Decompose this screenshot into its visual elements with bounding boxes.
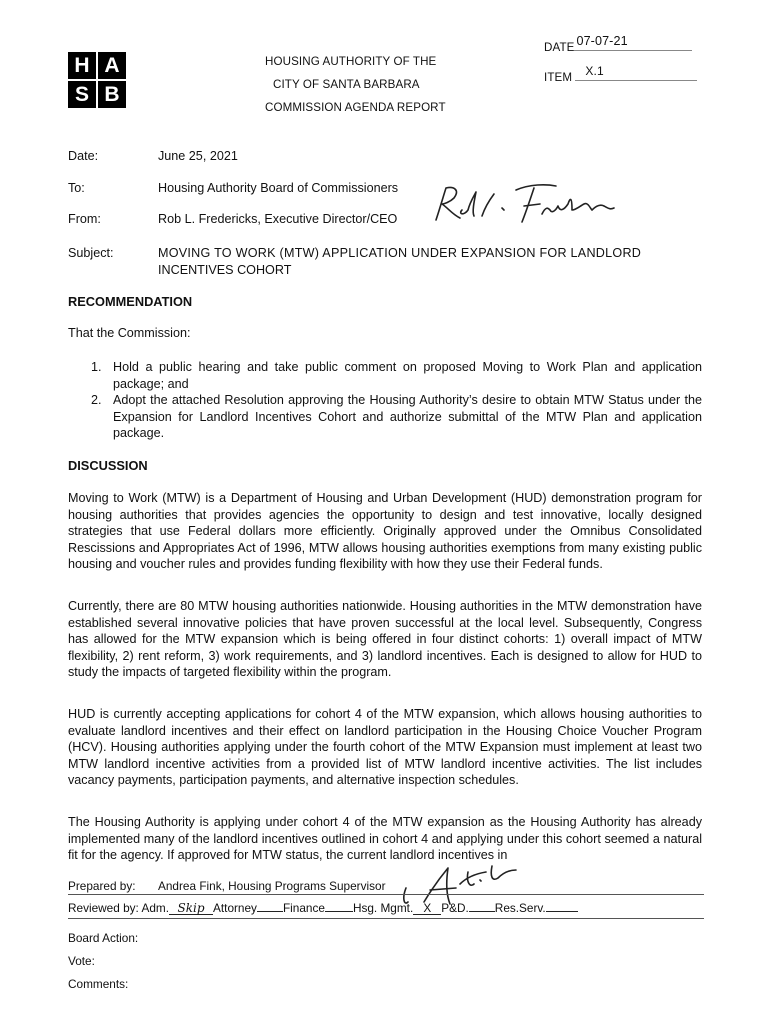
memo-subject-label: Subject:	[68, 246, 114, 260]
recommendation-list	[80, 359, 702, 442]
memo-subject-line-1: MOVING TO WORK (MTW) APPLICATION UNDER EXPANSION FOR LANDLORD	[158, 246, 642, 260]
date-field	[544, 34, 692, 54]
item-field	[544, 64, 697, 84]
reviewed-attorney: Attorney	[213, 901, 257, 915]
pd-blank	[469, 901, 495, 912]
date-value: 07-07-21	[576, 34, 628, 48]
discussion-paragraph: Moving to Work (MTW) is a Department of Housing and Urban Development (HUD) demonstration program for housing authorities that provides agencies the opportunity to design and test innovative, locally designed strategies that use Federal dollars more efficiently. Originally approved under the Omnibus Consolidated Rescissions and Appropriates Act of 1996, MTW allows housing authorities exemptions from many existing public housing and voucher rules and provides funding flexibility with how they use their Federal funds.	[68, 491, 702, 572]
memo-from-label: From:	[68, 212, 101, 226]
reviewed-hsg-mgmt: Hsg. Mgmt.	[352, 901, 414, 915]
date-underline	[574, 34, 692, 51]
footer-rule	[68, 918, 704, 919]
item-label: ITEM	[544, 71, 573, 84]
recommendation-intro: That the Commission:	[68, 326, 191, 340]
list-item-text: Hold a public hearing and take public comment on proposed Moving to Work Plan and application package; and	[113, 360, 702, 391]
prepared-by-value: Andrea Fink, Housing Programs Supervisor	[158, 879, 386, 893]
attorney-blank	[257, 901, 283, 912]
board-action-label: Board Action:	[68, 931, 139, 945]
logo-letter: B	[98, 81, 126, 108]
memo-date-value: June 25, 2021	[158, 149, 238, 163]
logo-letter: A	[98, 52, 126, 79]
discussion-paragraph: The Housing Authority is applying under cohort 4 of the MTW expansion as the Housing Authority has already implemented many of the landlord incentives outlined in cohort 4 and applying under this cohort seemed a natural fit for the agency. If approved for MTW status, the current landlord incentives in	[68, 815, 702, 863]
memo-date-label: Date:	[68, 149, 99, 163]
discussion-heading: DISCUSSION	[68, 458, 148, 473]
header-line-2: CITY OF SANTA BARBARA	[273, 78, 420, 91]
reviewed-finance: Finance	[282, 901, 325, 915]
memo-to-value: Housing Authority Board of Commissioners	[158, 181, 399, 195]
logo-letter: H	[68, 52, 96, 79]
list-item-text: Adopt the attached Resolution approving the Housing Authority’s desire to obtain MTW Status under the Expansion for Landlord Incentives Cohort and authorize submittal of the MTW Plan and application package.	[113, 393, 702, 441]
hsg-mgmt-mark: X	[413, 902, 441, 915]
hasb-logo	[68, 52, 126, 108]
item-value: X.1	[585, 64, 604, 78]
finance-blank	[325, 901, 353, 912]
logo-letter: S	[68, 81, 96, 108]
list-item-number: 1.	[91, 360, 102, 374]
vote-label: Vote:	[68, 954, 95, 968]
list-item	[80, 359, 702, 392]
date-label: DATE	[544, 41, 575, 54]
reviewed-by-label: Reviewed by:	[68, 901, 139, 915]
recommendation-heading: RECOMMENDATION	[68, 294, 193, 309]
header-line-1: HOUSING AUTHORITY OF THE	[265, 55, 437, 68]
reviewed-pd: P&D.	[441, 901, 469, 915]
memo-from-value: Rob L. Fredericks, Executive Director/CEO	[158, 212, 398, 226]
discussion-paragraph: Currently, there are 80 MTW housing authorities nationwide. Housing authorities in the MTW demonstration have established several innovative policies that have proven successful at the local level. Subsequently, Congress has allowed for the MTW expansion which is being offered in four distinct cohorts: 1) overall impact of MTW flexibility, 2) rent reform, 3) work requirements, and 3) landlord incentives. Each is designed to allow for HUD to study the impacts of targeted flexibility within the program.	[68, 599, 702, 680]
director-signature	[430, 180, 620, 228]
memo-subject-line-2: INCENTIVES COHORT	[158, 263, 292, 277]
reviewed-res-serv: Res.Serv.	[494, 901, 546, 915]
item-underline	[575, 64, 697, 81]
list-item	[80, 392, 702, 442]
memo-to-label: To:	[68, 181, 85, 195]
comments-label: Comments:	[68, 977, 129, 991]
discussion-paragraph: HUD is currently accepting applications for cohort 4 of the MTW expansion, which allows housing authorities to evaluate landlord incentives and their effect on landlord participation in the Housing Choice Voucher Program (HCV). Housing authorities applying under the fourth cohort of the MTW Expansion must implement at least two MTW landlord incentive activities from a provided list of MTW landlord incentive activities. The list includes vacancy payments, participation payments, and alternative inspection schedules.	[68, 707, 702, 788]
header-line-3: COMMISSION AGENDA REPORT	[265, 101, 446, 114]
prepared-by-label: Prepared by:	[68, 879, 136, 893]
adm-initials: Skip	[169, 902, 213, 915]
reviewed-adm: Adm.	[141, 901, 170, 915]
res-serv-blank	[546, 901, 578, 912]
list-item-number: 2.	[91, 393, 102, 408]
reviewed-by-line	[68, 901, 578, 915]
footer-rule	[68, 894, 704, 895]
